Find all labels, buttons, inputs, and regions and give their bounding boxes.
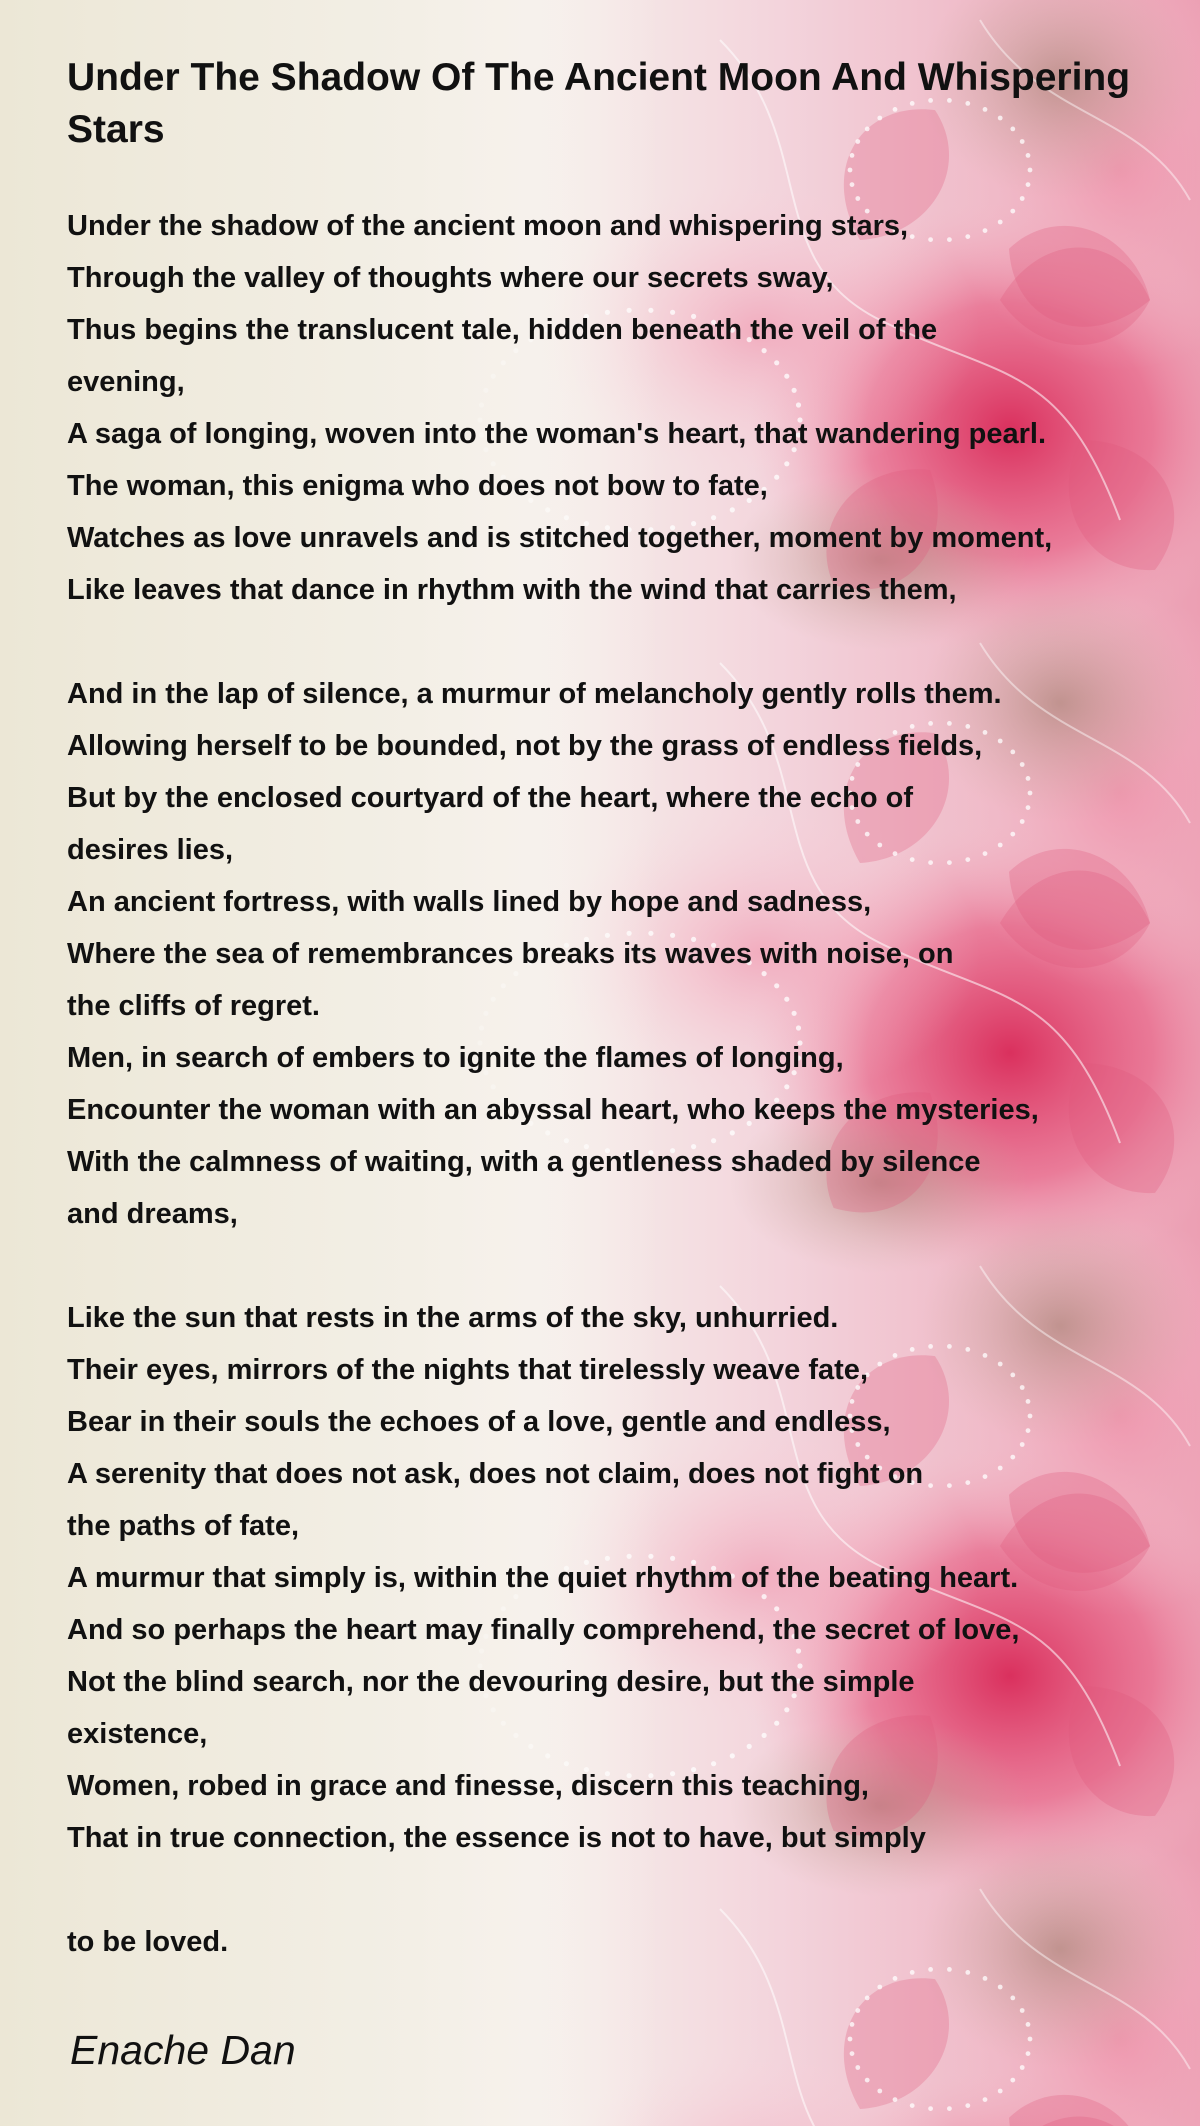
poem-line: That in true connection, the essence is not to have, but simply: [67, 1822, 926, 1854]
poem-line: Bear in their souls the echoes of a love, gentle and endless,: [67, 1406, 891, 1438]
poem-line: Encounter the woman with an abyssal heart, who keeps the mysteries,: [67, 1094, 1039, 1126]
poem-stanza-3: [67, 1292, 1200, 1864]
poem-author: Enache Dan: [70, 2027, 296, 2073]
poem-line: Watches as love unravels and is stitched together, moment by moment,: [67, 522, 1053, 554]
poem-line: to be loved.: [67, 1926, 229, 1958]
poem-line: and dreams,: [67, 1198, 238, 1230]
poem-line: With the calmness of waiting, with a gentleness shaded by silence: [67, 1146, 981, 1178]
poem-line: evening,: [67, 366, 185, 398]
poem-line: A saga of longing, woven into the woman's heart, that wandering pearl.: [67, 418, 1047, 450]
poem-line: Where the sea of remembrances breaks its waves with noise, on: [67, 938, 954, 970]
poem-title-line-2: Stars: [67, 108, 165, 151]
poem-line: Under the shadow of the ancient moon and whispering stars,: [67, 210, 909, 242]
poem-line: Like leaves that dance in rhythm with the wind that carries them,: [67, 574, 957, 606]
poem-stanza-1: [67, 200, 1200, 616]
poem-line: But by the enclosed courtyard of the heart, where the echo of: [67, 782, 913, 814]
poem-line: A serenity that does not ask, does not claim, does not fight on: [67, 1458, 924, 1490]
poem-line: Like the sun that rests in the arms of the sky, unhurried.: [67, 1302, 839, 1334]
poem-line: Thus begins the translucent tale, hidden beneath the veil of the: [67, 314, 938, 346]
poem-title: [67, 52, 1200, 156]
poem-title-line-1: Under The Shadow Of The Ancient Moon And Whispering: [67, 56, 1131, 99]
poem-line: Women, robed in grace and finesse, discern this teaching,: [67, 1770, 869, 1802]
poem-line: And in the lap of silence, a murmur of melancholy gently rolls them.: [67, 678, 1002, 710]
poem-line: The woman, this enigma who does not bow to fate,: [67, 470, 768, 502]
poem-line: An ancient fortress, with walls lined by hope and sadness,: [67, 886, 872, 918]
poem-line: desires lies,: [67, 834, 234, 866]
poem-line: the cliffs of regret.: [67, 990, 320, 1022]
poem-line: And so perhaps the heart may finally comprehend, the secret of love,: [67, 1614, 1020, 1646]
poem-stanza-2: [67, 668, 1200, 1240]
poem-line: A murmur that simply is, within the quiet rhythm of the beating heart.: [67, 1562, 1019, 1594]
poem-line: Men, in search of embers to ignite the flames of longing,: [67, 1042, 844, 1074]
poem-line: existence,: [67, 1718, 208, 1750]
poem-line: the paths of fate,: [67, 1510, 300, 1542]
poem-stanza-4: [67, 1916, 1200, 1968]
poem-body: [67, 200, 1200, 1968]
poem-line: Allowing herself to be bounded, not by the grass of endless fields,: [67, 730, 983, 762]
poem-line: Their eyes, mirrors of the nights that tirelessly weave fate,: [67, 1354, 868, 1386]
poem-line: Not the blind search, nor the devouring desire, but the simple: [67, 1666, 915, 1698]
poem-line: Through the valley of thoughts where our secrets sway,: [67, 262, 834, 294]
